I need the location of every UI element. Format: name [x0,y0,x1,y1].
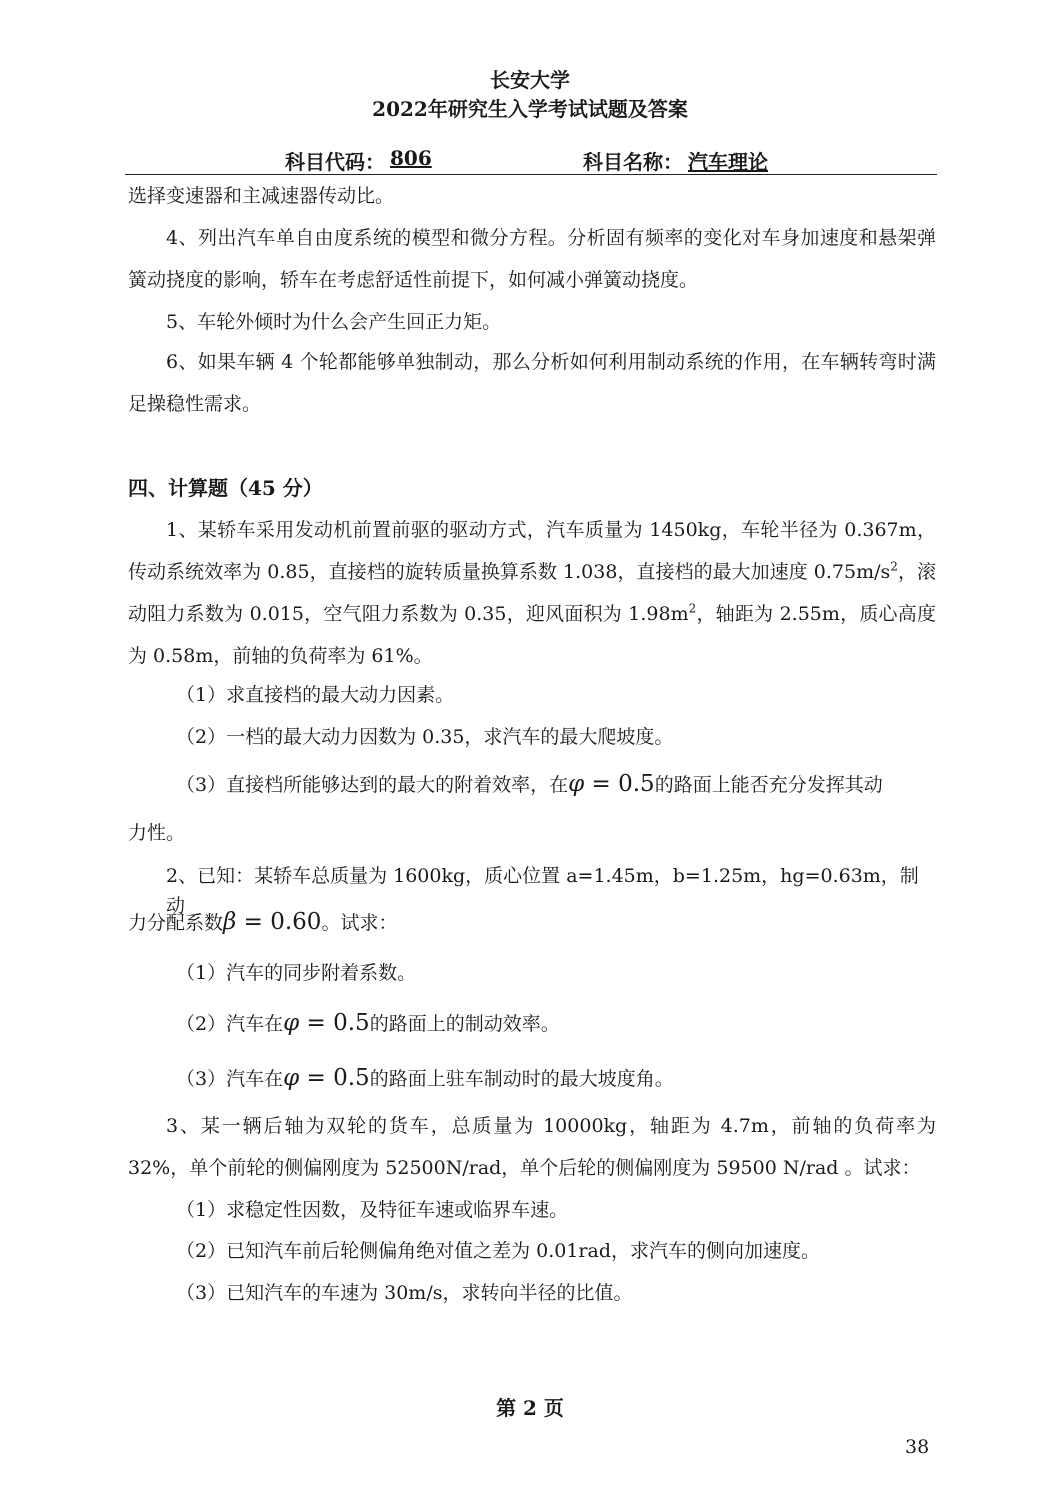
subject-code-label: 科目代码： [285,150,385,174]
subject-code-value: 806 [390,146,432,170]
problem-1-part-1: （1）求直接档的最大动力因素。 [176,684,455,706]
problem-1-part-3: （3）直接档所能够达到的最大的附着效率，在φ = 0.5的路面上能否充分发挥其动 [176,771,883,797]
problem-2-part-3: （3）汽车在φ = 0.5的路面上驻车制动时的最大坡度角。 [176,1065,674,1091]
phi-equation: φ = 0.5 [283,1010,370,1036]
problem-1-part-2: （2）一档的最大动力因数为 0.35，求汽车的最大爬坡度。 [176,726,674,748]
page-label: 第 2 页 [496,1396,564,1420]
problem-3-part-1: （1）求稳定性因数，及特征车速或临界车速。 [176,1199,569,1221]
problem-2-part-1: （1）汽车的同步附着系数。 [176,962,417,984]
beta-equation: β = 0.60 [223,909,322,935]
problem-1: 1、某轿车采用发动机前置前驱的驱动方式，汽车质量为 1450kg，车轮半径为 0.367m，传动系统效率为 0.85，直接档的旋转质量换算系数 1.038，直接档的最大加速度 $0.75m/s^2$，滚动阻力系数为 0.015，空气阻力系数为 0.35，迎风面积为 $1.98m^2$，轴距为 2.55m，质心高度为 0.58m，前轴的负荷率为 61%。 [128,519,936,667]
university-name: 长安大学 [490,68,570,92]
problem-3: 3、某一辆后轴为双轮的货车，总质量为 10000kg，轴距为 4.7m，前轴的负荷率为 32%，单个前轮的侧偏刚度为 52500N/rad，单个后轮的侧偏刚度为 59500 N/rad 。试求： [128,1115,936,1179]
superscript: 2 [688,601,697,616]
continued-text: 选择变速器和主减速器传动比。 [128,185,395,207]
problem-3-part-2: （2）已知汽车前后轮侧偏角绝对值之差为 0.01rad，求汽车的侧向加速度。 [176,1240,821,1262]
exam-title: 2022年研究生入学考试试题及答案 [372,97,688,121]
problem-2-part-2: （2）汽车在φ = 0.5的路面上的制动效率。 [176,1010,560,1036]
problem-2-line-2: 力分配系数β = 0.60。试求： [128,909,398,935]
problem-1-part-3-cont: 力性。 [128,822,186,844]
subject-name-value: 汽车理论 [688,150,768,174]
section-title: 四、计算题（45 分） [128,476,323,500]
question-6: 6、如果车辆 4 个轮都能够单独制动，那么分析如何利用制动系统的作用，在车辆转弯时满足操稳性需求。 [128,351,936,415]
page-number: 38 [905,1436,930,1458]
phi-equation: φ = 0.5 [283,1065,370,1091]
superscript: 2 [890,559,898,574]
phi-equation: φ = 0.5 [568,771,655,797]
problem-2-line-1: 2、已知：某轿车总质量为 1600kg，质心位置 a=1.45m，b=1.25m，hg=0.63m，制动 [166,865,919,917]
subject-row [0,146,1060,174]
subject-name-label: 科目名称： [583,150,683,174]
problem-3-part-3: （3）已知汽车的车速为 30m/s，求转向半径的比值。 [176,1282,633,1304]
question-5: 5、车轮外倾时为什么会产生回正力矩。 [166,311,502,333]
question-4: 4、列出汽车单自由度系统的模型和微分方程。分析固有频率的变化对车身加速度和悬架弹簧动挠度的影响，轿车在考虑舒适性前提下，如何减小弹簧动挠度。 [128,227,936,291]
